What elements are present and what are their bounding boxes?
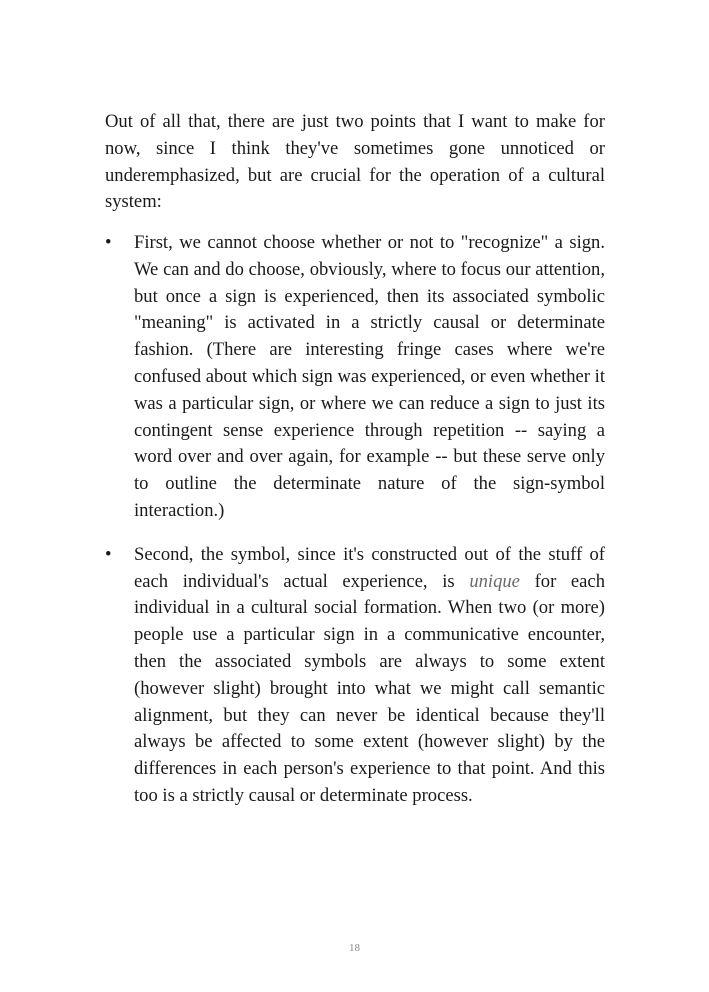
bullet-item-second <box>105 542 605 810</box>
bullet-text-second-after: for each individual in a cultural social formation. When two (or more) people use a particular sign in a communicative encounter, then the associated symbols are always to some extent (however slight) brought into what we might call semantic alignment, but they can never be identical because they'll always be affected to some extent (however slight) by the differences in each person's experience to that point. And this too is a strictly causal or determinate process. <box>134 570 605 806</box>
bullet-text-second-before: Second, the symbol, since it's constructed out of the stuff of each individual's actual experience, is <box>134 543 605 592</box>
page-number: 18 <box>349 942 360 954</box>
bullet-icon: • <box>105 232 112 253</box>
emphasis-unique: unique <box>469 570 520 592</box>
intro-paragraph: Out of all that, there are just two points that I want to make for now, since I think they've sometimes gone unnoticed or underemphasized, but are crucial for the operation of a cultural system: <box>105 111 605 213</box>
bullet-text-first: First, we cannot choose whether or not to "recognize" a sign. We can and do choose, obviously, where to focus our attention, but once a sign is experienced, then its associated symbolic "meaning" is activated in a strictly causal or determinate fashion. (There are interesting fringe cases where we're confused about which sign was experienced, or even whether it was a particular sign, or where we can reduce a sign to just its contingent sense experience through repetition -- saying a word over and over again, for example -- but these serve only to outline the determinate nature of the sign-symbol interaction.) <box>134 232 605 521</box>
bullet-item-first <box>105 230 605 525</box>
bullet-list <box>105 230 605 810</box>
bullet-icon: • <box>105 543 112 565</box>
